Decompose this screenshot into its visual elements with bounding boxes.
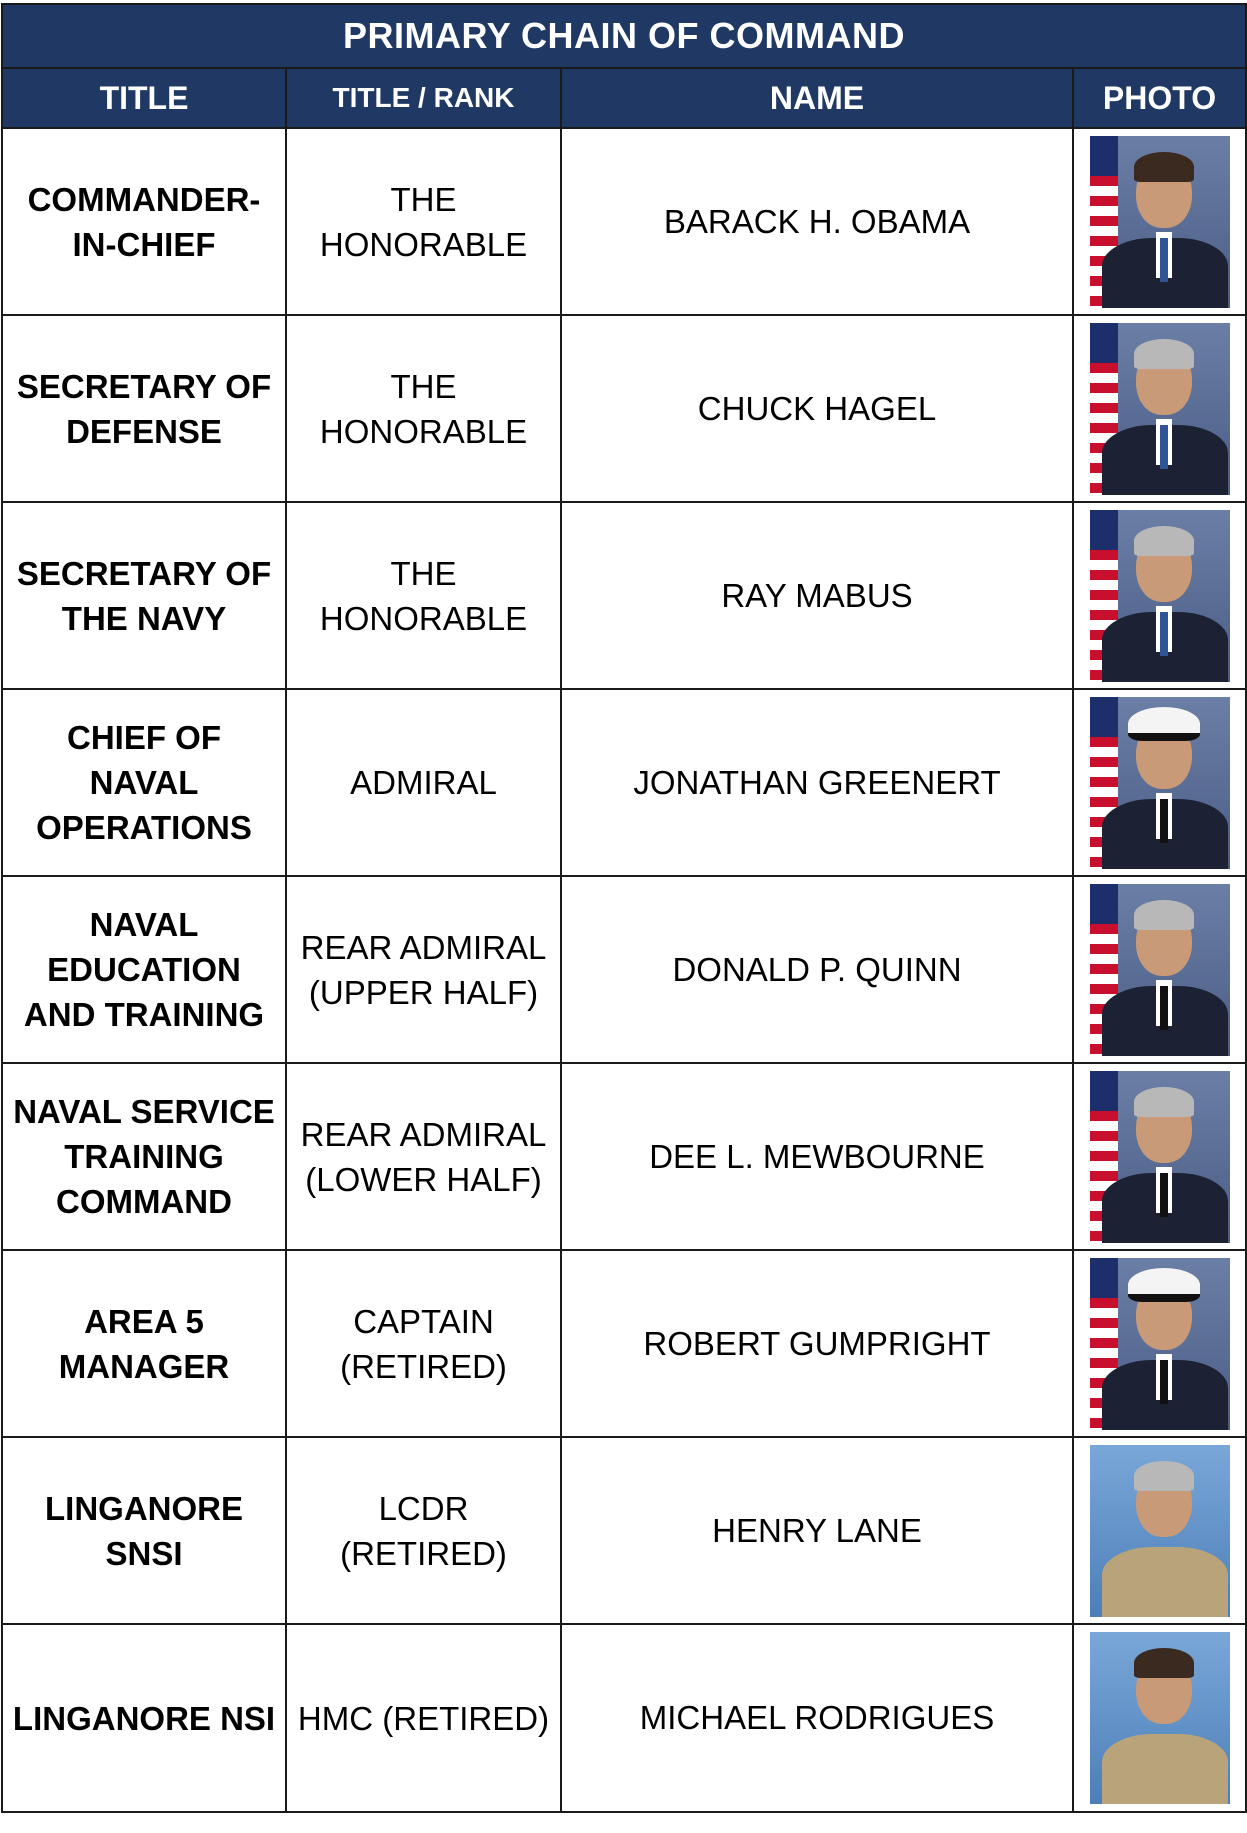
portrait-photo [1090,1632,1230,1804]
portrait-photo [1090,323,1230,495]
table-banner: PRIMARY CHAIN OF COMMAND [2,4,1246,68]
row-rank: REAR ADMIRAL (LOWER HALF) [286,1063,561,1250]
header-photo: PHOTO [1073,68,1246,128]
row-photo [1073,1250,1246,1437]
row-title: SECRETARY OF THE NAVY [2,502,286,689]
chain-of-command-table [1,3,1247,1813]
row-photo [1073,1063,1246,1250]
row-rank: THE HONORABLE [286,128,561,315]
table-row [2,1063,1246,1250]
row-title: NAVAL EDUCATION AND TRAINING [2,876,286,1063]
chain-of-command [1,3,1245,1813]
header-title-rank: TITLE / RANK [286,68,561,128]
row-rank: HMC (RETIRED) [286,1624,561,1812]
row-title: CHIEF OF NAVAL OPERATIONS [2,689,286,876]
portrait-photo [1090,510,1230,682]
header-title: TITLE [2,68,286,128]
table-row [2,876,1246,1063]
portrait-photo [1090,136,1230,308]
row-rank: THE HONORABLE [286,315,561,502]
row-name: CHUCK HAGEL [561,315,1073,502]
row-title: AREA 5 MANAGER [2,1250,286,1437]
row-photo [1073,689,1246,876]
header-name: NAME [561,68,1073,128]
row-name: BARACK H. OBAMA [561,128,1073,315]
portrait-photo [1090,697,1230,869]
table-row [2,502,1246,689]
row-name: RAY MABUS [561,502,1073,689]
row-name: DONALD P. QUINN [561,876,1073,1063]
row-title: LINGANORE SNSI [2,1437,286,1624]
row-rank: LCDR (RETIRED) [286,1437,561,1624]
row-photo [1073,128,1246,315]
row-name: JONATHAN GREENERT [561,689,1073,876]
table-row [2,689,1246,876]
row-title: NAVAL SERVICE TRAINING COMMAND [2,1063,286,1250]
row-name: MICHAEL RODRIGUES [561,1624,1073,1812]
row-photo [1073,1437,1246,1624]
portrait-photo [1090,1445,1230,1617]
table-row [2,1437,1246,1624]
row-title: LINGANORE NSI [2,1624,286,1812]
table-row [2,315,1246,502]
row-name: DEE L. MEWBOURNE [561,1063,1073,1250]
table-row [2,1250,1246,1437]
table-row [2,1624,1246,1812]
row-rank: THE HONORABLE [286,502,561,689]
row-photo [1073,315,1246,502]
row-name: HENRY LANE [561,1437,1073,1624]
portrait-photo [1090,1071,1230,1243]
row-rank: ADMIRAL [286,689,561,876]
row-rank: REAR ADMIRAL (UPPER HALF) [286,876,561,1063]
row-rank: CAPTAIN (RETIRED) [286,1250,561,1437]
row-photo [1073,502,1246,689]
row-name: ROBERT GUMPRIGHT [561,1250,1073,1437]
row-photo [1073,1624,1246,1812]
row-photo [1073,876,1246,1063]
row-title: COMMANDER- IN-CHIEF [2,128,286,315]
row-title: SECRETARY OF DEFENSE [2,315,286,502]
table-row [2,128,1246,315]
portrait-photo [1090,884,1230,1056]
portrait-photo [1090,1258,1230,1430]
